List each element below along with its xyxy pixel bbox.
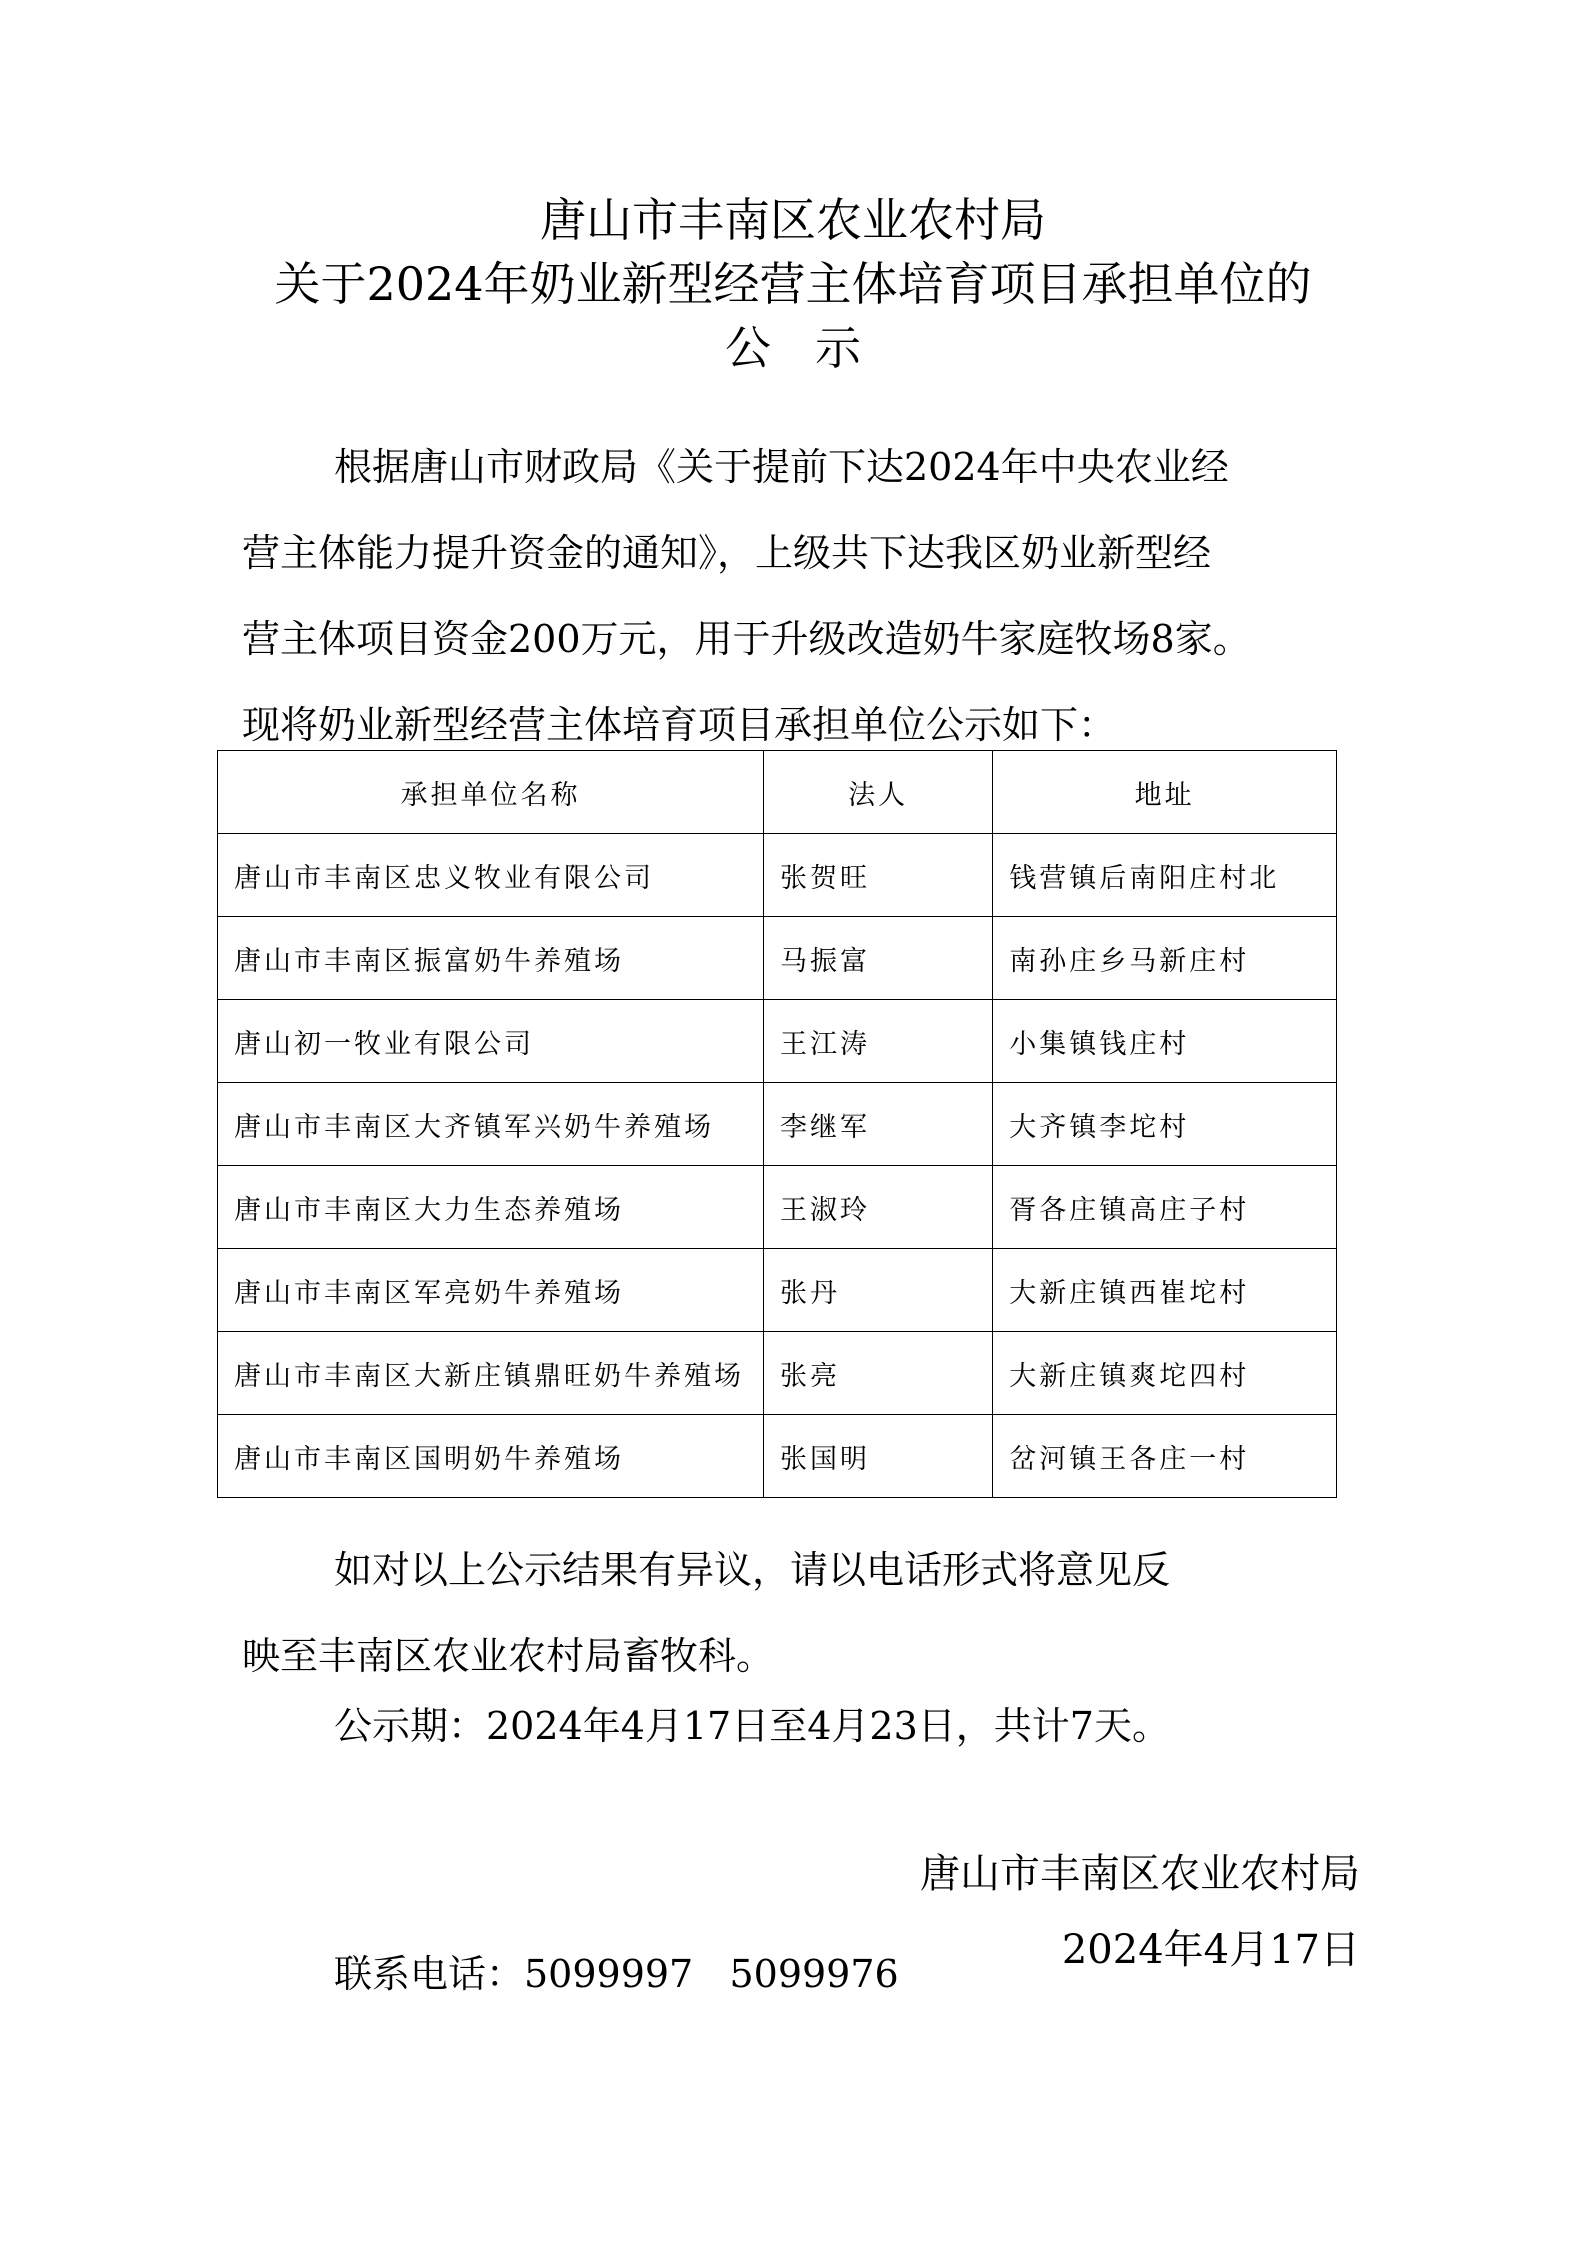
header-address: 地址 (993, 751, 1337, 834)
cell-legal-person: 张贺旺 (763, 834, 992, 917)
cell-unit-name: 唐山市丰南区国明奶牛养殖场 (218, 1415, 764, 1498)
notice-period (242, 1683, 1362, 1769)
cell-legal-person: 马振富 (763, 917, 992, 1000)
cell-unit-name: 唐山市丰南区军亮奶牛养殖场 (218, 1249, 764, 1332)
units-table (217, 750, 1337, 1498)
cell-legal-person: 张国明 (763, 1415, 992, 1498)
cell-address: 岔河镇王各庄一村 (993, 1415, 1337, 1498)
cell-unit-name: 唐山初一牧业有限公司 (218, 1000, 764, 1083)
table-row (218, 1249, 1337, 1332)
table-header-row (218, 751, 1337, 834)
table-row (218, 1083, 1337, 1166)
objection-line-1: 如对以上公示结果有异议，请以电话形式将意见反 (334, 1548, 1171, 1592)
notice-period-text: 公示期：2024年4月17日至4月23日，共计7天。 (334, 1704, 1170, 1748)
title-line-org: 唐山市丰南区农业农村局 (540, 193, 1046, 247)
intro-paragraph (242, 424, 1362, 768)
intro-line-2: 营主体能力提升资金的通知》，上级共下达我区奶业新型经 (242, 531, 1212, 575)
document-title (0, 188, 1586, 380)
cell-address: 大新庄镇爽坨四村 (993, 1332, 1337, 1415)
signature-org: 唐山市丰南区农业农村局 (920, 1851, 1360, 1897)
cell-legal-person: 王江涛 (763, 1000, 992, 1083)
cell-unit-name: 唐山市丰南区振富奶牛养殖场 (218, 917, 764, 1000)
cell-address: 大齐镇李坨村 (993, 1083, 1337, 1166)
header-unit-name: 承担单位名称 (218, 751, 764, 834)
intro-line-3: 营主体项目资金200万元，用于升级改造奶牛家庭牧场8家。 (242, 617, 1251, 661)
title-line-notice: 公示 (725, 321, 905, 375)
cell-legal-person: 李继军 (763, 1083, 992, 1166)
table-row (218, 1415, 1337, 1498)
cell-address: 钱营镇后南阳庄村北 (993, 834, 1337, 917)
cell-unit-name: 唐山市丰南区忠义牧业有限公司 (218, 834, 764, 917)
table-row (218, 1332, 1337, 1415)
contact-phone-text: 联系电话：5099997 5099976 (334, 1952, 899, 1996)
objection-paragraph (242, 1527, 1362, 1699)
cell-address: 胥各庄镇高庄子村 (993, 1166, 1337, 1249)
cell-unit-name: 唐山市丰南区大齐镇军兴奶牛养殖场 (218, 1083, 764, 1166)
objection-line-2: 映至丰南区农业农村局畜牧科。 (242, 1634, 775, 1678)
title-line-subject: 关于2024年奶业新型经营主体培育项目承担单位的 (274, 257, 1312, 311)
cell-address: 南孙庄乡马新庄村 (993, 917, 1337, 1000)
cell-unit-name: 唐山市丰南区大新庄镇鼎旺奶牛养殖场 (218, 1332, 764, 1415)
header-legal-person: 法人 (763, 751, 992, 834)
cell-address: 大新庄镇西崔坨村 (993, 1249, 1337, 1332)
cell-legal-person: 王淑玲 (763, 1166, 992, 1249)
cell-address: 小集镇钱庄村 (993, 1000, 1337, 1083)
table-row (218, 917, 1337, 1000)
table-row (218, 834, 1337, 917)
table-row (218, 1166, 1337, 1249)
intro-line-1: 根据唐山市财政局《关于提前下达2024年中央农业经 (334, 445, 1229, 489)
table-row (218, 1000, 1337, 1083)
intro-line-4: 现将奶业新型经营主体培育项目承担单位公示如下： (242, 703, 1117, 747)
cell-unit-name: 唐山市丰南区大力生态养殖场 (218, 1166, 764, 1249)
cell-legal-person: 张亮 (763, 1332, 992, 1415)
signature-date: 2024年4月17日 (1061, 1927, 1360, 1973)
cell-legal-person: 张丹 (763, 1249, 992, 1332)
